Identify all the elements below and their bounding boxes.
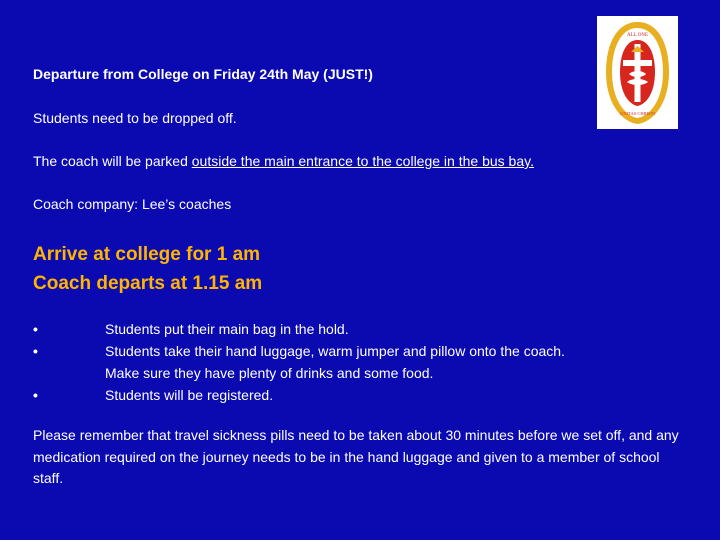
list-item-text: Make sure they have plenty of drinks and some food. (105, 365, 434, 381)
coach-parked-prefix: The coach will be parked (33, 153, 192, 169)
list-item-continuation (33, 362, 565, 384)
coach-parked-location: outside the main entrance to the college in the bus bay. (191, 153, 534, 169)
list-item-text: Students will be registered. (105, 387, 274, 403)
departure-heading: Departure from College on Friday 24th May (JUST!) (33, 66, 373, 82)
crest-bottom-text: UNITAS CHRISTI (620, 111, 655, 116)
list-item (33, 340, 565, 362)
crest-top-text: ALL ONE (626, 33, 649, 38)
coach-parked-line (33, 153, 534, 169)
bullet-marker: • (33, 343, 38, 359)
arrival-times (33, 240, 262, 298)
arrive-time: Arrive at college for 1 am (33, 244, 261, 265)
coach-company-line: Coach company: Lee’s coaches (33, 196, 232, 212)
medication-reminder: Please remember that travel sickness pills need to be taken about 30 minutes before we set off, and any medication required on the journey needs to be in the hand luggage and given to a member of school staff. (33, 427, 679, 486)
departure-time: Coach departs at 1.15 am (33, 273, 263, 294)
instruction-list (33, 318, 565, 406)
list-item (33, 384, 565, 406)
college-crest-logo (597, 16, 678, 129)
bullet-marker: • (33, 387, 38, 403)
list-item-text: Students take their hand luggage, warm jumper and pillow onto the coach. (105, 343, 565, 359)
dropoff-line: Students need to be dropped off. (33, 110, 237, 126)
list-item-text: Students put their main bag in the hold. (105, 321, 349, 337)
crest-emblem-icon (597, 16, 678, 129)
bullet-marker: • (33, 321, 38, 337)
list-item (33, 318, 565, 340)
